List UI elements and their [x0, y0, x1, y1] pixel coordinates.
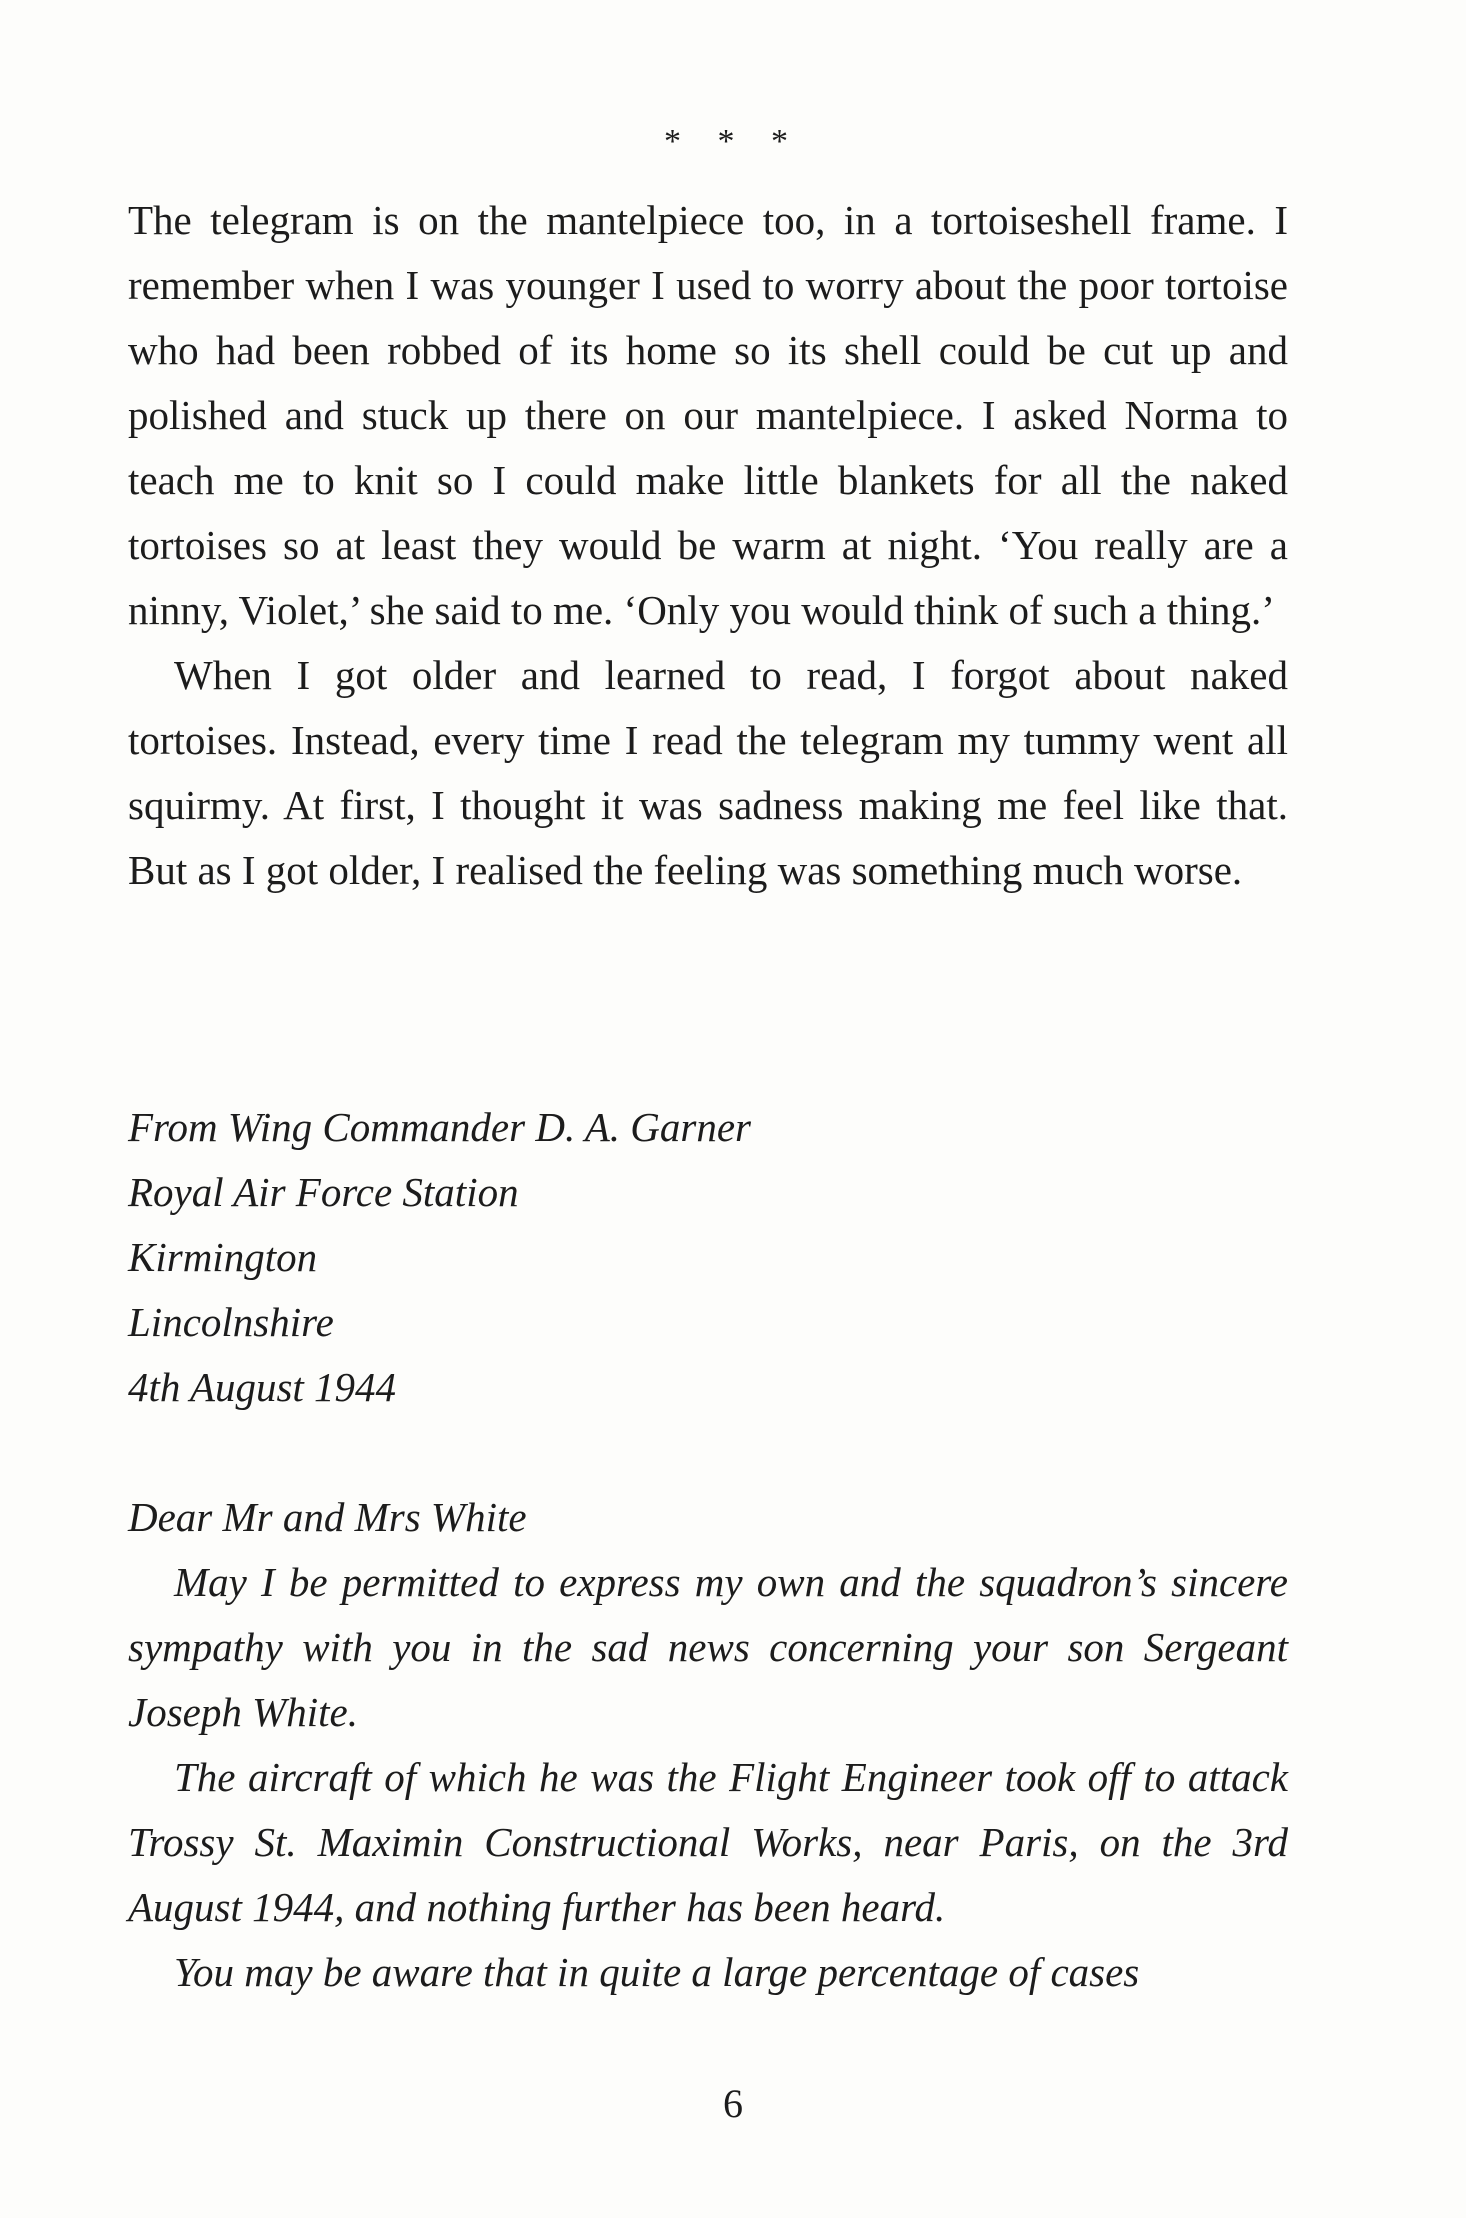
narrative-paragraph-1: The telegram is on the mantelpiece too, in a tortoiseshell frame. I remember when I was younger I used to worry about the poor tortoise who had been robbed of its home so its shell could be cut up and polished and stuck up there on our mantelpiece. I asked Norma to teach me to knit so I could make little blankets for all the naked tortoises so at least they would be warm at night. ‘You really are a ninny, Violet,’ she said to me. ‘Only you would think of such a thing.’ [128, 197, 1288, 633]
narrative-text [128, 188, 1288, 903]
letter-sender: From Wing Commander D. A. Garner [128, 1104, 751, 1150]
narrative-paragraph-2: When I got older and learned to read, I forgot about naked tortoises. Instead, every time I read the telegram my tummy went all squirmy. At first, I thought it was sadness making me feel like that. But as I got older, I realised the feeling was something much worse. [128, 652, 1288, 893]
letter-county: Lincolnshire [128, 1299, 334, 1345]
scene-break: * * * [664, 123, 802, 160]
letter-address-block [128, 1095, 1288, 1420]
letter-paragraph-2: The aircraft of which he was the Flight Engineer took off to attack Trossy St. Maximin Constructional Works, near Paris, on the 3rd August 1944, and nothing further has been heard. [128, 1754, 1288, 1930]
letter-station: Royal Air Force Station [128, 1169, 519, 1215]
letter-paragraph-3: You may be aware that in quite a large percentage of cases [174, 1949, 1140, 1995]
letter-body [128, 1485, 1288, 2005]
page-number: 6 [723, 2081, 743, 2126]
letter-location: Kirmington [128, 1234, 318, 1280]
letter-date: 4th August 1944 [128, 1364, 397, 1410]
letter-salutation: Dear Mr and Mrs White [128, 1494, 527, 1540]
letter-paragraph-1: May I be permitted to express my own and the squadron’s sincere sympathy with you in the sad news concerning your son Sergeant Joseph White. [128, 1559, 1288, 1735]
